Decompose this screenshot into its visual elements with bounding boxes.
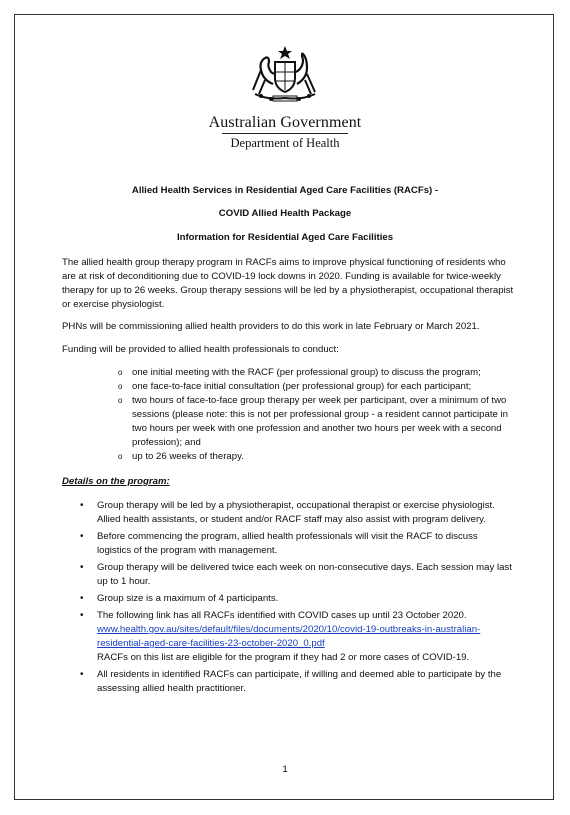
list-item: • Group size is a maximum of 4 participants.: [80, 592, 514, 606]
details-list: [80, 499, 514, 699]
list-item: • Group therapy will be delivered twice each week on non-consecutive days. Each session may last up to 1 hour.: [80, 561, 514, 589]
doc-heading-1: Allied Health Services in Residential Aged Care Facilities (RACFs) -: [131, 185, 439, 196]
details-label: Details on the program:: [62, 476, 170, 487]
list-item: • All residents in identified RACFs can participate, if willing and deemed able to participate by the assessing allied health practitioner.: [80, 668, 514, 696]
outbreak-list-link[interactable]: www.health.gov.au/sites/default/files/documents/2020/10/covid-19-outbreaks-in-australian-residential-aged-care-facilities-23-october-2020_0.pdf: [97, 624, 481, 649]
list-item: o two hours of face-to-face group therapy per week per participant, over a minimum of two sessions (please note: this is not per professional group - a resident cannot participate in two hours per week with one profession and another two hours per week with a second profession); and: [118, 394, 508, 450]
list-item: • Before commencing the program, allied health professionals will visit the RACF to discuss logistics of the program with management.: [80, 530, 514, 558]
list-item: o one initial meeting with the RACF (per professional group) to discuss the program;: [118, 366, 508, 380]
list-item: • Group therapy will be led by a physiotherapist, occupational therapist or exercise physiologist. Allied health assistants, or student and/or RACF staff may also assist with program delivery.: [80, 499, 514, 527]
page-number: 1: [282, 764, 288, 775]
department-title: Department of Health: [230, 136, 340, 150]
doc-heading-2: COVID Allied Health Package: [218, 208, 352, 219]
coat-of-arms-icon: [247, 44, 323, 104]
list-item: o one face-to-face initial consultation (per professional group) for each participant;: [118, 380, 508, 394]
list-item: [80, 609, 514, 665]
intro-paragraph: The allied health group therapy program in RACFs aims to improve physical functioning of residents who are at risk of deconditioning due to COVID-19 lock downs in 2020. Funding is available for twice-weekly therapy for up to 26 weeks. Group therapy sessions will be led by a physiotherapist, occupational therapist or exercise physiologist.: [62, 257, 514, 310]
header-divider: [222, 133, 348, 134]
funding-list: [118, 366, 508, 464]
funding-intro: Funding will be provided to allied health professionals to conduct:: [62, 344, 339, 355]
government-title: Australian Government: [208, 114, 362, 131]
phns-paragraph: PHNs will be commissioning allied health providers to do this work in late February or March 2021.: [62, 321, 480, 332]
doc-heading-3: Information for Residential Aged Care Facilities: [176, 232, 394, 243]
list-item: o up to 26 weeks of therapy.: [118, 450, 508, 464]
eligibility-note: RACFs on this list are eligible for the program if they had 2 or more cases of COVID-19.: [97, 652, 470, 663]
outbreak-list-text: The following link has all RACFs identified with COVID cases up until 23 October 2020.: [97, 610, 467, 621]
